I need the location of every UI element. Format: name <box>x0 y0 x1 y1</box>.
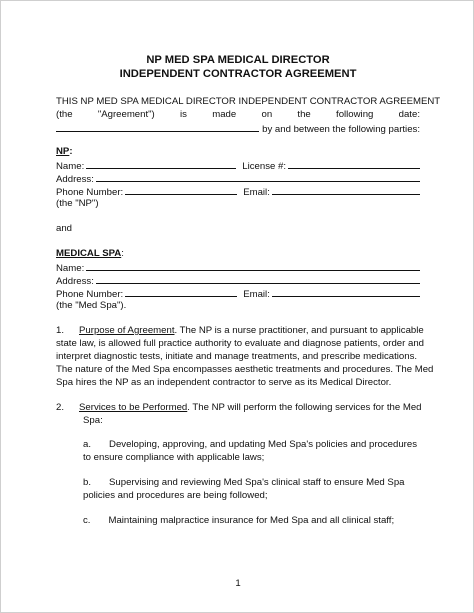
section-2-number: 2. <box>56 402 65 413</box>
section-2-item-b-line-1: b. Supervising and reviewing Med Spa's clinical staff to ensure Med Spa <box>83 477 405 488</box>
section-1-number: 1. <box>56 325 65 336</box>
spa-address-row: Address: <box>56 274 420 288</box>
spa-email-field[interactable] <box>272 287 420 297</box>
section-2-line-1: 2. Services to be Performed. The NP will perform the following services for the Med <box>56 402 422 413</box>
document-title-line-1: NP MED SPA MEDICAL DIRECTOR <box>146 54 330 66</box>
section-1-line-1: 1. Purpose of Agreement. The NP is a nurse practitioner, and pursuant to applicable <box>56 325 424 336</box>
spa-alias: (the "Med Spa"). <box>56 300 127 311</box>
spa-phone-field[interactable] <box>125 287 237 297</box>
spa-phone-row: Phone Number: Email: <box>56 287 420 301</box>
and-text: and <box>56 223 73 234</box>
section-1-heading: Purpose of Agreement <box>79 325 175 336</box>
spa-name-field[interactable] <box>86 261 420 271</box>
section-2-line-2: Spa: <box>83 415 103 426</box>
intro-line-3: by and between the following parties: <box>56 122 420 136</box>
intro-word: (the <box>56 109 73 120</box>
section-1-line-2: state law, is allowed full practice authority to evaluate and diagnose patients, order and <box>56 338 424 349</box>
intro-word: is <box>180 109 187 120</box>
page-number: 1 <box>235 578 241 589</box>
np-alias: (the "NP") <box>56 198 99 209</box>
np-email-field[interactable] <box>272 185 420 195</box>
intro-line-2 <box>56 109 420 121</box>
np-phone-row: Phone Number: Email: <box>56 185 420 199</box>
np-address-row: Address: <box>56 172 420 186</box>
np-heading: NP: <box>56 146 73 157</box>
intro-word: on <box>261 109 273 120</box>
spa-name-row: Name: <box>56 261 420 275</box>
np-address-field[interactable] <box>96 172 420 182</box>
section-2-item-b-line-2: policies and procedures are being followed; <box>83 490 268 501</box>
section-1-line-5: Spa hires the NP as an independent contractor to serve as its Medical Director. <box>56 377 392 388</box>
section-1-line-4: The nature of the Med Spa encompasses aesthetic treatments and procedures. The Med <box>56 364 434 375</box>
spa-address-field[interactable] <box>96 274 420 284</box>
section-1-line-3: interpret diagnostic tests, initiate and manage treatments, and prescribe medications. <box>56 351 418 362</box>
intro-word: made <box>212 109 237 120</box>
agreement-date-blank[interactable] <box>56 122 259 132</box>
section-2-item-a-line-2: to ensure compliance with applicable laws; <box>83 452 265 463</box>
section-2-item-a-line-1: a. Developing, approving, and updating Med Spa's policies and procedures <box>83 439 417 450</box>
np-license-field[interactable] <box>288 159 420 169</box>
document-title-line-2: INDEPENDENT CONTRACTOR AGREEMENT <box>119 68 357 80</box>
section-2-item-c-line-1: c. Maintaining malpractice insurance for Med Spa and all clinical staff; <box>83 515 395 526</box>
np-name-field[interactable] <box>86 159 236 169</box>
intro-line-1: THIS NP MED SPA MEDICAL DIRECTOR INDEPENDENT CONTRACTOR AGREEMENT <box>56 96 441 107</box>
intro-word: following <box>336 109 374 120</box>
section-2-heading: Services to be Performed <box>79 402 188 413</box>
intro-word: the <box>297 109 311 120</box>
spa-heading: MEDICAL SPA: <box>56 248 124 259</box>
np-name-row: Name: License #: <box>56 159 420 173</box>
intro-word: date: <box>398 109 420 120</box>
np-phone-field[interactable] <box>125 185 237 195</box>
intro-word: "Agreement") <box>97 109 155 120</box>
